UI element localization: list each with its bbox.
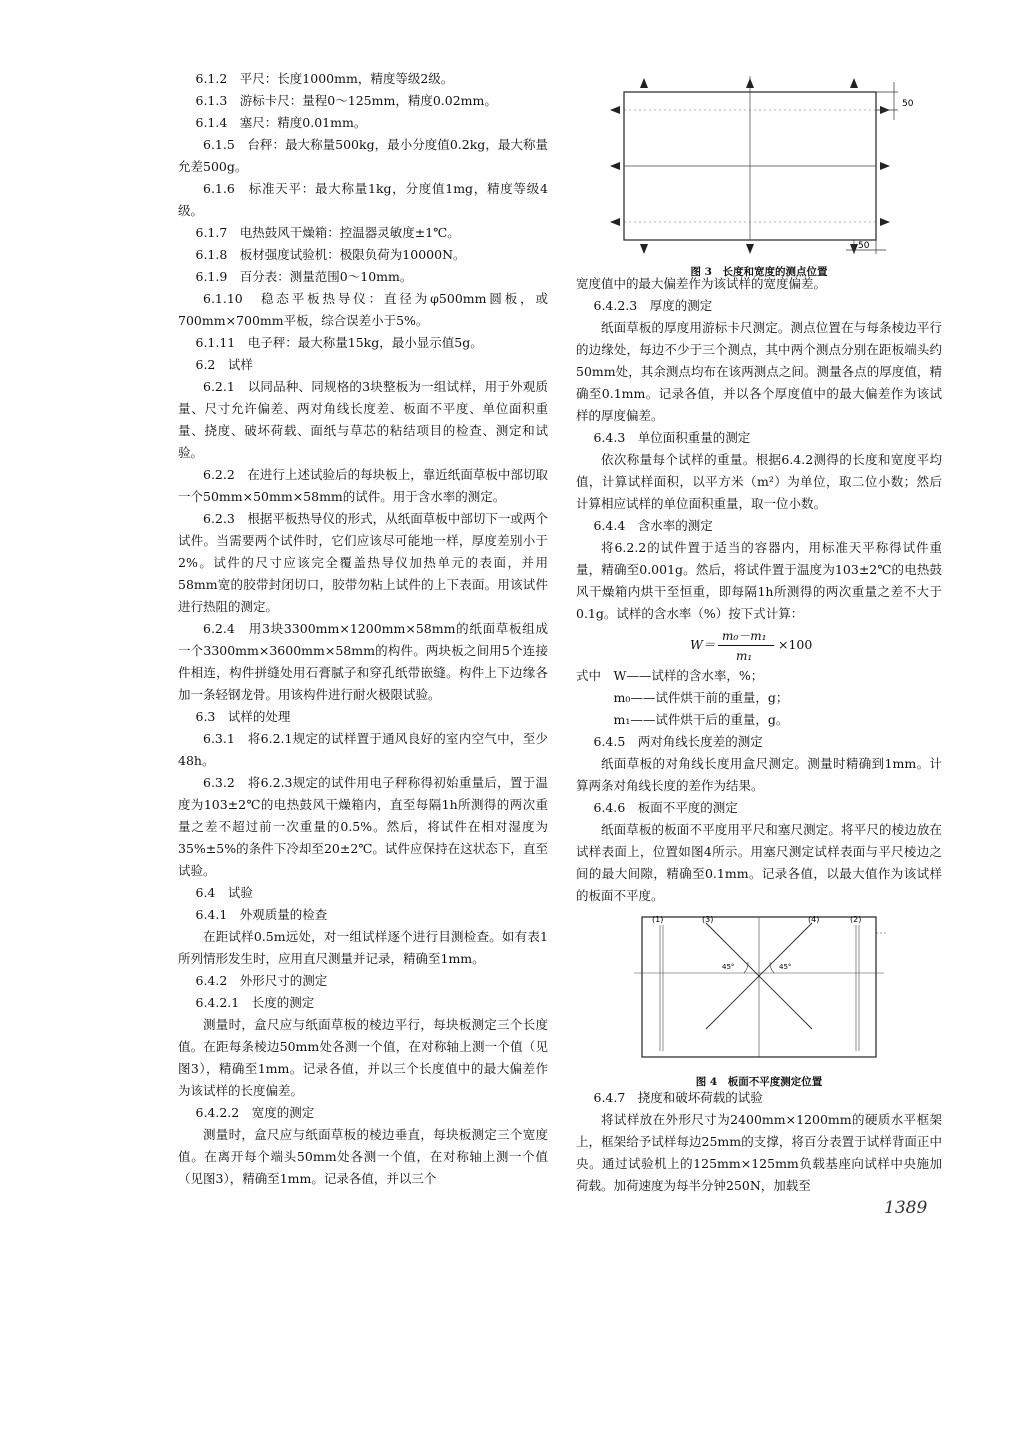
paragraph: 6.2.1 以同品种、同规格的3块整板为一组试样，用于外观质量、尺寸允许偏差、两对角线长度差、板面不平度、单位面积重量、挠度、破坏荷载、面纸与草芯的粘结项目的检查、测定和试验。 xyxy=(178,379,548,460)
figure-3-dim-label-bottom: 50 xyxy=(858,241,870,251)
formula-where-list xyxy=(576,665,942,731)
right-paragraphs-b xyxy=(576,731,942,907)
figure-4-angle-right: 45° xyxy=(779,963,792,971)
paragraph: 6.4.2.3 厚度的测定 xyxy=(593,298,713,313)
formula-variable-definition: 式中 W——试样的含水率，%； xyxy=(576,668,764,683)
paragraph: 6.4.1 外观质量的检查 xyxy=(195,907,328,922)
paragraph: 6.4.2.2 宽度的测定 xyxy=(195,1105,315,1120)
paragraph: 6.2.4 用3块3300mm×1200mm×58mm的纸面草板组成一个3300mm×3600mm×58mm的构件。两块板之间用5个连接件相连，构件拼缝处用石膏腻子和穿孔纸带嵌缝。构件上下边缘各加一条轻钢龙骨。用该构件进行耐火极限试验。 xyxy=(178,621,548,702)
figure-4-diagram xyxy=(576,911,942,1067)
figure-4-label-3: (3) xyxy=(702,915,714,924)
paragraph: 6.1.3 游标卡尺：量程0～125mm，精度0.02mm。 xyxy=(195,93,497,108)
paragraph: 6.4.6 板面不平度的测定 xyxy=(593,800,738,815)
paragraph: 纸面草板的对角线长度用盒尺测定。测量时精确到1mm。计算两条对角线长度的差作为结果。 xyxy=(576,756,942,793)
figure-4-label-1: (1) xyxy=(652,915,664,924)
paragraph: 6.1.2 平尺：长度1000mm，精度等级2级。 xyxy=(195,71,454,86)
paragraph: 纸面草板的板面不平度用平尺和塞尺测定。将平尺的棱边放在试样表面上，位置如图4所示。用塞尺测定试样表面与平尺棱边之间的最大间隙，精确至0.1mm。记录各值，以最大值作为该试样的板面不平度。 xyxy=(576,822,942,903)
formula-numerator: m₀－m₁ xyxy=(722,629,767,643)
paragraph: 6.1.9 百分表：测量范围0～10mm。 xyxy=(195,269,413,284)
paragraph: 6.2.3 根据平板热导仪的形式，从纸面草板中部切下一或两个试件。当需要两个试件时，它们应该尽可能地一样，厚度差别小于2%。试件的尺寸应该完全覆盖热导仪加热单元的表面，并用58mm宽的胶带封闭切口，胶带勿粘上试件的上下表面。用该试件进行热阻的测定。 xyxy=(178,511,548,614)
paragraph: 6.3 试样的处理 xyxy=(195,709,291,724)
paragraph: 6.1.4 塞尺：精度0.01mm。 xyxy=(195,115,367,130)
paragraph: 6.2 试样 xyxy=(195,357,253,372)
formula-denominator: m₁ xyxy=(736,649,753,663)
paragraph: 6.4.2 外形尺寸的测定 xyxy=(195,973,328,988)
figure-4-label-2: (2) xyxy=(850,915,862,924)
paragraph: 6.4.2.1 长度的测定 xyxy=(195,995,315,1010)
figure-4 xyxy=(576,911,942,1087)
paragraph: 6.4.5 两对角线长度差的测定 xyxy=(593,734,763,749)
right-column xyxy=(576,68,942,1197)
paragraph: 6.4 试验 xyxy=(195,885,253,900)
left-paragraphs xyxy=(178,68,548,1190)
figure-4-caption: 图 4 板面不平度测定位置 xyxy=(695,1076,823,1088)
figure-4-angle-left: 45° xyxy=(722,963,735,971)
paragraph: 测量时，盒尺应与纸面草板的棱边平行，每块板测定三个长度值。在距每条棱边50mm处各测一个值，在对称轴上测一个值（见图3），精确至1mm。记录各值，并以三个长度值中的最大偏差作为该试样的长度偏差。 xyxy=(178,1017,548,1098)
paragraph: 6.3.1 将6.2.1规定的试样置于通风良好的室内空气中，至少48h。 xyxy=(178,731,548,768)
paragraph: 6.1.8 板材强度试验机：极限负荷为10000N。 xyxy=(195,247,466,262)
paragraph: 6.1.6 标准天平：最大称量1kg，分度值1mg，精度等级4级。 xyxy=(178,181,548,218)
right-paragraphs-c xyxy=(576,1087,942,1197)
formula-variable-definition: m₁——试件烘干后的重量，g。 xyxy=(576,712,789,727)
paragraph: 6.2.2 在进行上述试验后的每块板上，靠近纸面草板中部切取一个50mm×50mm×58mm的试件。用于含水率的测定。 xyxy=(178,467,548,504)
formula-lhs: W＝ xyxy=(690,637,716,652)
paragraph: 宽度值中的最大偏差作为该试样的宽度偏差。 xyxy=(576,276,827,291)
paragraph: 6.3.2 将6.2.3规定的试件用电子秤称得初始重量后，置于温度为103±2℃的电热鼓风干燥箱内，直至每隔1h所测得的两次重量之差不超过前一次重量的0.5%。然后，将试件在相对湿度为35%±5%的条件下冷却至20±2℃。试件应保持在这状态下，直至试验。 xyxy=(178,775,548,878)
paragraph: 依次称量每个试样的重量。根据6.4.2测得的长度和宽度平均值，计算试样面积，以平方米（m²）为单位，取二位小数；然后计算相应试样的单位面积重量，取一位小数。 xyxy=(576,452,942,511)
figure-3-dim-label-top: 50 xyxy=(902,99,914,109)
moisture-formula xyxy=(576,625,942,665)
paragraph: 6.1.5 台秤：最大称量500kg，最小分度值0.2kg，最大称量允差500g。 xyxy=(178,137,548,174)
page-number: 1389 xyxy=(884,1198,928,1218)
paragraph: 6.4.4 含水率的测定 xyxy=(593,518,713,533)
paragraph: 6.1.7 电热鼓风干燥箱：控温器灵敏度±1℃。 xyxy=(195,225,460,240)
figure-3-diagram xyxy=(576,68,942,257)
paragraph: 6.1.10 稳态平板热导仪：直径为φ500mm圆板，或700mm×700mm平板，综合误差小于5%。 xyxy=(178,291,548,328)
paragraph: 在距试样0.5m远处，对一组试样逐个进行目测检查。如有表1所列情形发生时，应用直尺测量并记录，精确至1mm。 xyxy=(178,929,548,966)
figure-3 xyxy=(576,68,942,278)
paragraph: 6.4.7 挠度和破坏荷载的试验 xyxy=(593,1090,763,1105)
right-paragraphs-a xyxy=(576,273,942,625)
formula-tail: ×100 xyxy=(778,637,813,652)
figure-4-label-4: (4) xyxy=(808,915,820,924)
paragraph: 6.1.11 电子秤：最大称量15kg，最小显示值5g。 xyxy=(195,335,483,350)
formula-variable-definition: m₀——试件烘干前的重量，g； xyxy=(576,690,789,705)
left-column xyxy=(178,68,548,1190)
paragraph: 将试样放在外形尺寸为2400mm×1200mm的硬质水平框架上，框架给予试样每边25mm的支撑，将百分表置于试样背面正中央。通过试验机上的125mm×125mm负载基座向试样中央施加荷载。加荷速度为每半分钟250N，加载至 xyxy=(576,1112,942,1193)
paragraph: 6.4.3 单位面积重量的测定 xyxy=(593,430,751,445)
paragraph: 将6.2.2的试件置于适当的容器内，用标准天平称得试件重量，精确至0.001g。然后，将试件置于温度为103±2℃的电热鼓风干燥箱内烘干至恒重，即每隔1h所测得的两次重量之差不大于0.1g。试样的含水率（%）按下式计算： xyxy=(576,540,942,621)
figure-3-caption: 图 3 长度和宽度的测点位置 xyxy=(690,266,828,278)
paragraph: 纸面草板的厚度用游标卡尺测定。测点位置在与每条棱边平行的边缘处，每边不少于三个测点，其中两个测点分别在距板端头约50mm处，其余测点均布在该两测点之间。测量各点的厚度值，精确至0.1mm。记录各值，并以各个厚度值中的最大偏差作为该试样的厚度偏差。 xyxy=(576,320,942,423)
paragraph: 测量时，盒尺应与纸面草板的棱边垂直，每块板测定三个宽度值。在离开每个端头50mm处各测一个值，在对称轴上测一个值（见图3），精确至1mm。记录各值，并以三个 xyxy=(178,1127,548,1186)
